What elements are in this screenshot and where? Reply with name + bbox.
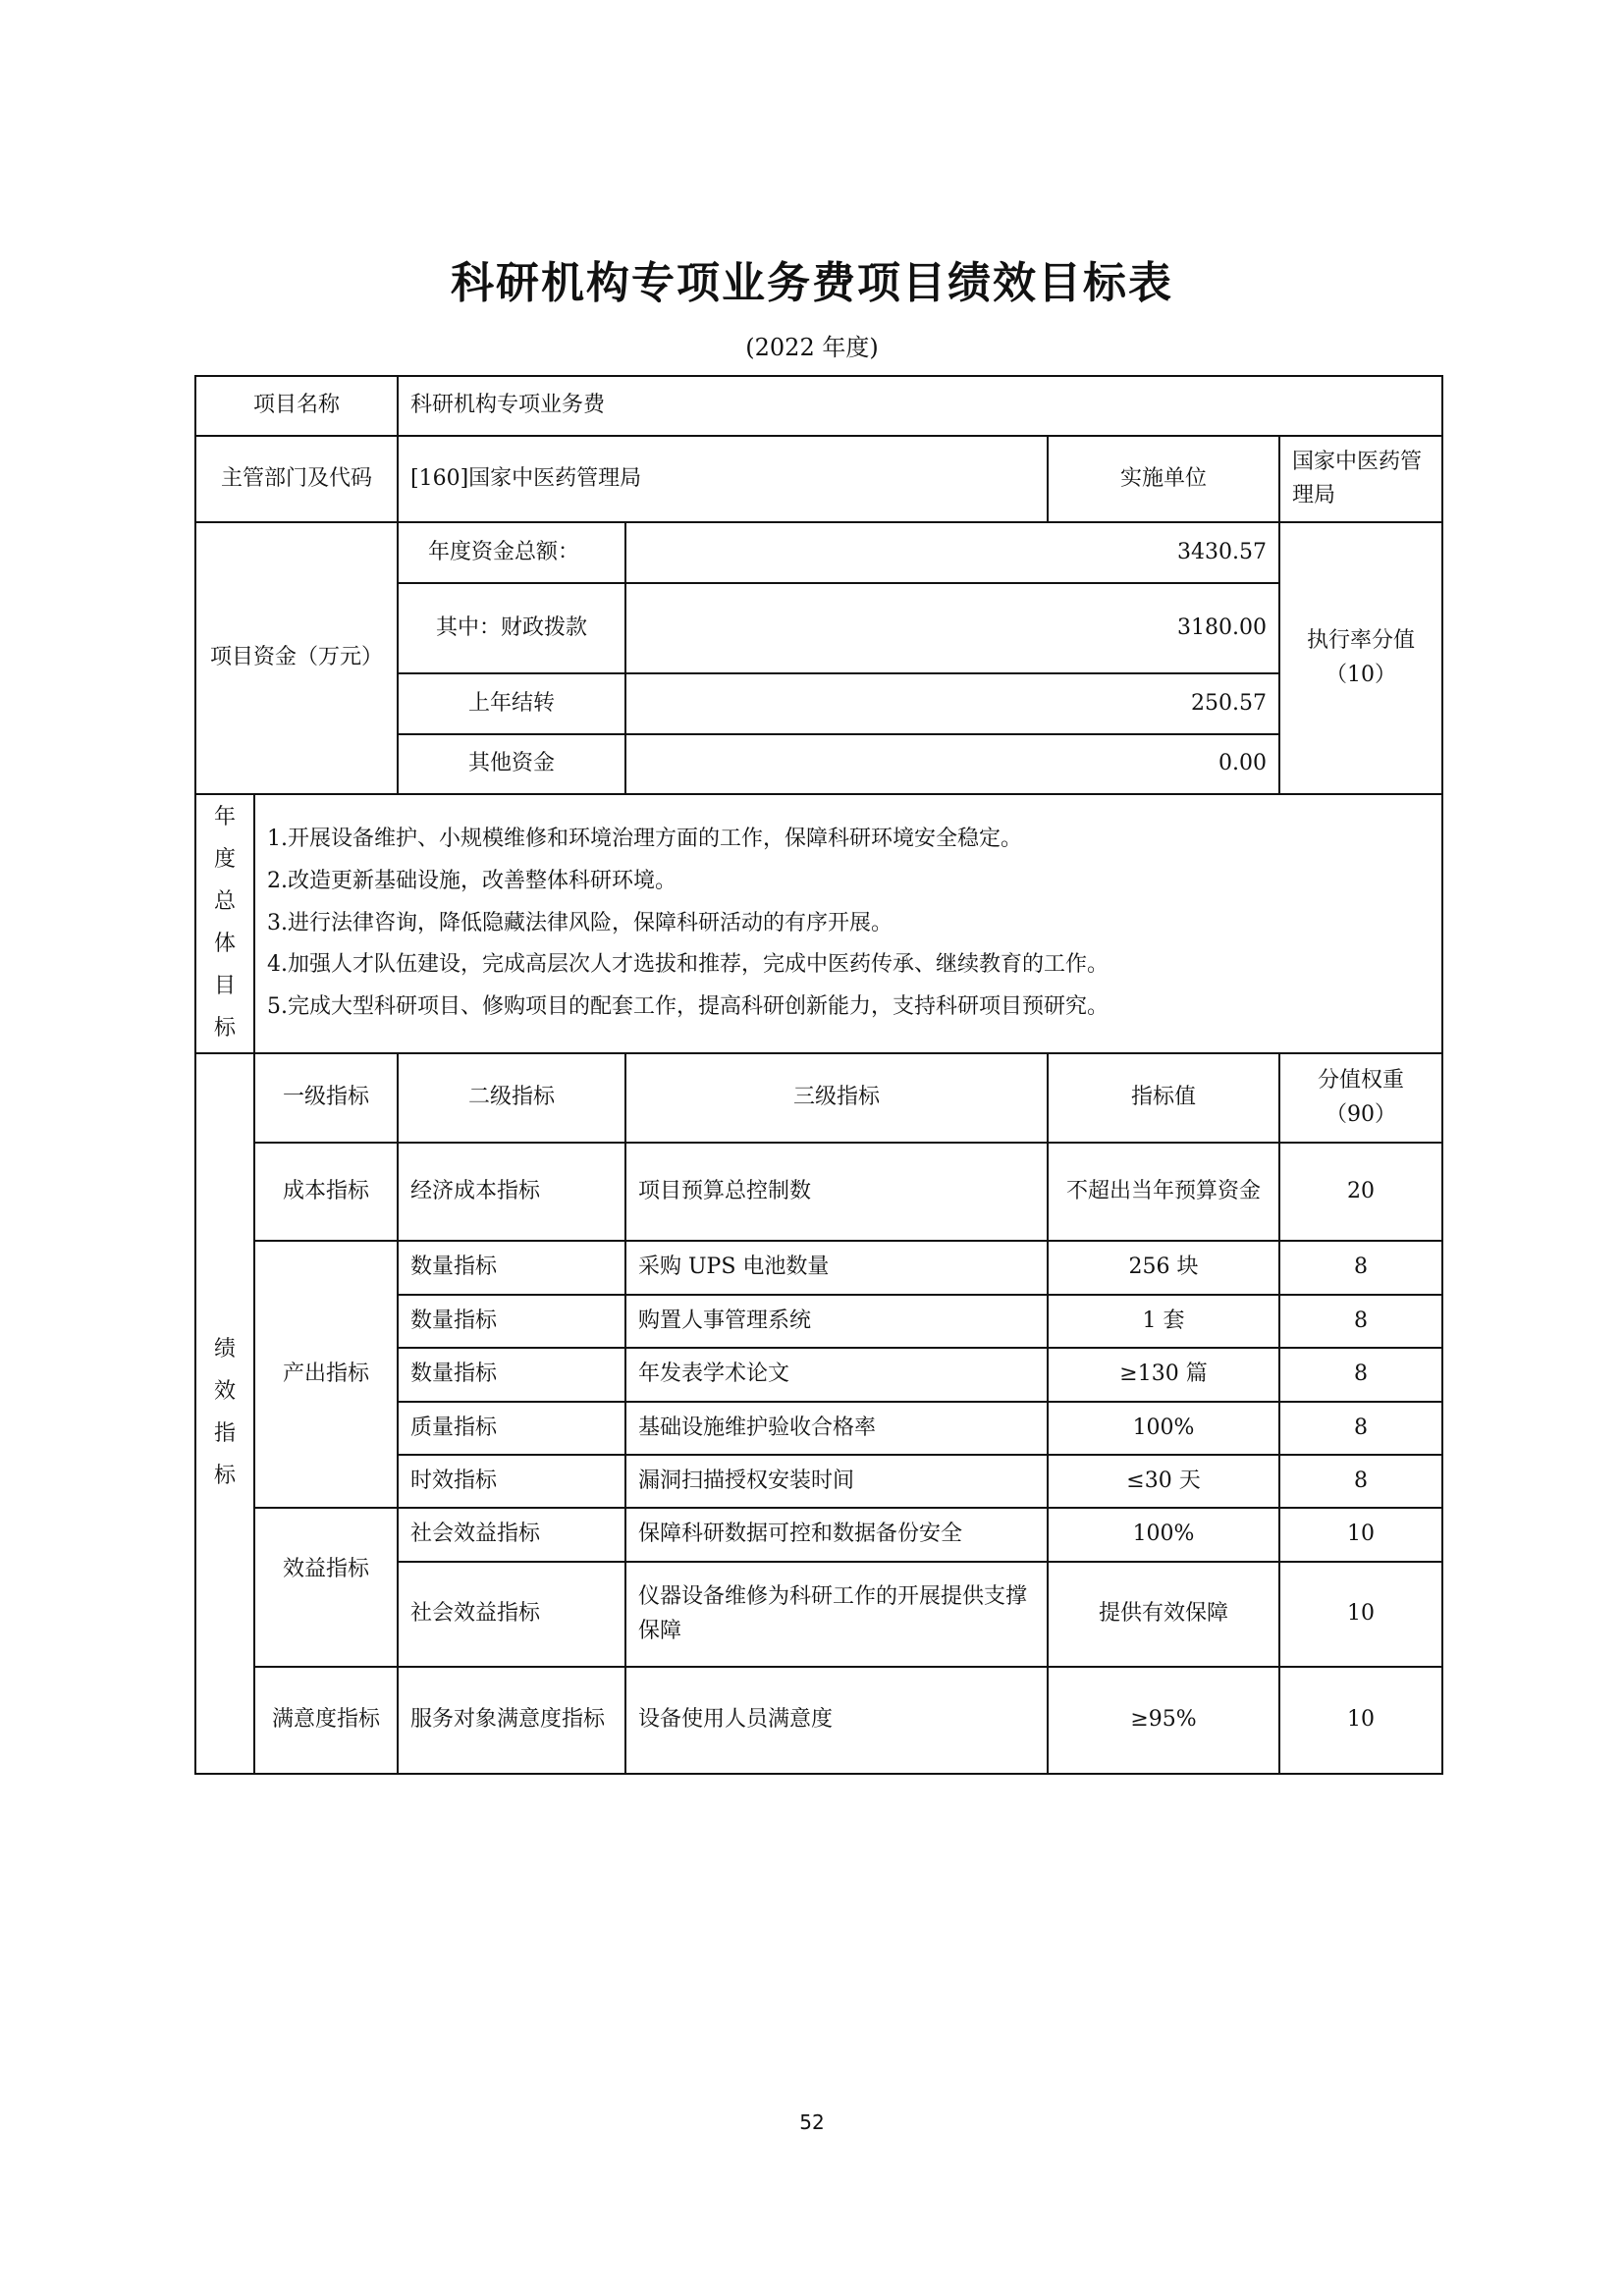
indicator-weight: 8	[1279, 1455, 1442, 1508]
indicator-weight: 8	[1279, 1402, 1442, 1455]
indicator-value: 100%	[1048, 1402, 1279, 1455]
header-weight: 分值权重（90）	[1279, 1053, 1442, 1143]
goal-item: 5.完成大型科研项目、修购项目的配套工作，提高科研创新能力，支持科研项目预研究。	[267, 994, 1109, 1020]
indicator-value: 1 套	[1048, 1295, 1279, 1348]
document-subtitle: (2022 年度)	[745, 334, 879, 361]
goal-item: 4.加强人才队伍建设，完成高层次人才选拔和推荐，完成中医药传承、继续教育的工作。	[267, 952, 1109, 978]
implementing-unit-value: 国家中医药管理局	[1279, 436, 1442, 522]
indicator-weight: 10	[1279, 1508, 1442, 1562]
document-title: 科研机构专项业务费项目绩效目标表	[451, 258, 1173, 308]
indicator-row	[195, 1508, 1442, 1562]
goals-label	[195, 794, 254, 1053]
indicator-weight: 10	[1279, 1667, 1442, 1774]
goals-label-text: 年 度 总 体 目 标	[213, 805, 236, 1041]
department-label: 主管部门及代码	[195, 436, 398, 522]
indicator-level3: 项目预算总控制数	[625, 1143, 1048, 1241]
indicator-level3: 保障科研数据可控和数据备份安全	[625, 1508, 1048, 1562]
indicator-level2: 数量指标	[398, 1348, 625, 1402]
funds-row-label: 其中：财政拨款	[398, 583, 625, 673]
indicator-level3: 年发表学术论文	[625, 1348, 1048, 1402]
indicator-weight: 20	[1279, 1143, 1442, 1241]
funds-row-value: 3430.57	[625, 522, 1279, 583]
indicator-level3: 购置人事管理系统	[625, 1295, 1048, 1348]
indicator-value: 不超出当年预算资金	[1048, 1143, 1279, 1241]
indicator-weight: 8	[1279, 1241, 1442, 1295]
goals-list	[254, 794, 1442, 1053]
indicator-level2: 质量指标	[398, 1402, 625, 1455]
page-number: 52	[799, 2110, 825, 2134]
indicators-section-label-text: 绩 效 指 标	[213, 1337, 236, 1488]
goal-item: 2.改造更新基础设施，改善整体科研环境。	[267, 868, 677, 893]
funds-row-value: 3180.00	[625, 583, 1279, 673]
indicator-weight: 8	[1279, 1348, 1442, 1402]
indicator-header-row	[195, 1053, 1442, 1143]
funds-row-label: 上年结转	[398, 673, 625, 734]
department-value: [160]国家中医药管理局	[398, 436, 1048, 522]
performance-target-table	[194, 375, 1443, 1775]
indicator-value: 100%	[1048, 1508, 1279, 1562]
indicator-weight: 8	[1279, 1295, 1442, 1348]
funds-row	[195, 522, 1442, 583]
indicator-level3: 采购 UPS 电池数量	[625, 1241, 1048, 1295]
indicator-level2: 数量指标	[398, 1241, 625, 1295]
execution-rate-label: 执行率分值	[1307, 628, 1416, 654]
indicator-value: ≤30 天	[1048, 1455, 1279, 1508]
goals-row	[195, 794, 1442, 1053]
header-value: 指标值	[1048, 1053, 1279, 1143]
department-row	[195, 436, 1442, 522]
indicator-level2: 经济成本指标	[398, 1143, 625, 1241]
funds-label: 项目资金（万元）	[195, 522, 398, 794]
indicator-value: ≥130 篇	[1048, 1348, 1279, 1402]
indicator-row	[195, 1667, 1442, 1774]
indicator-value: 提供有效保障	[1048, 1562, 1279, 1667]
goal-item: 1.开展设备维护、小规模维修和环境治理方面的工作，保障科研环境安全稳定。	[267, 826, 1022, 851]
project-name-label: 项目名称	[195, 376, 398, 436]
indicator-level3: 漏洞扫描授权安装时间	[625, 1455, 1048, 1508]
goal-item: 3.进行法律咨询，降低隐藏法律风险，保障科研活动的有序开展。	[267, 910, 893, 935]
indicators-section-label	[195, 1053, 254, 1774]
project-name-row	[195, 376, 1442, 436]
header-level2: 二级指标	[398, 1053, 625, 1143]
header-level3: 三级指标	[625, 1053, 1048, 1143]
indicator-level2: 服务对象满意度指标	[398, 1667, 625, 1774]
indicator-level1: 效益指标	[254, 1508, 398, 1667]
execution-rate-cell	[1279, 522, 1442, 794]
indicator-level3: 仪器设备维修为科研工作的开展提供支撑保障	[625, 1562, 1048, 1667]
funds-row-value: 0.00	[625, 734, 1279, 794]
funds-row-label: 年度资金总额：	[398, 522, 625, 583]
indicator-level2: 时效指标	[398, 1455, 625, 1508]
implementing-unit-label: 实施单位	[1048, 436, 1279, 522]
indicator-level1: 成本指标	[254, 1143, 398, 1241]
indicator-level2: 社会效益指标	[398, 1508, 625, 1562]
indicator-level2: 数量指标	[398, 1295, 625, 1348]
header-level1: 一级指标	[254, 1053, 398, 1143]
indicator-value: ≥95%	[1048, 1667, 1279, 1774]
indicator-level2: 社会效益指标	[398, 1562, 625, 1667]
indicator-level3: 基础设施维护验收合格率	[625, 1402, 1048, 1455]
indicator-row	[195, 1143, 1442, 1241]
indicator-row	[195, 1241, 1442, 1295]
indicator-level1: 满意度指标	[254, 1667, 398, 1774]
indicator-weight: 10	[1279, 1562, 1442, 1667]
indicator-value: 256 块	[1048, 1241, 1279, 1295]
project-name-value: 科研机构专项业务费	[398, 376, 1442, 436]
funds-row-label: 其他资金	[398, 734, 625, 794]
execution-rate-value: （10）	[1326, 662, 1397, 687]
indicator-level3: 设备使用人员满意度	[625, 1667, 1048, 1774]
indicator-level1: 产出指标	[254, 1241, 398, 1508]
funds-row-value: 250.57	[625, 673, 1279, 734]
